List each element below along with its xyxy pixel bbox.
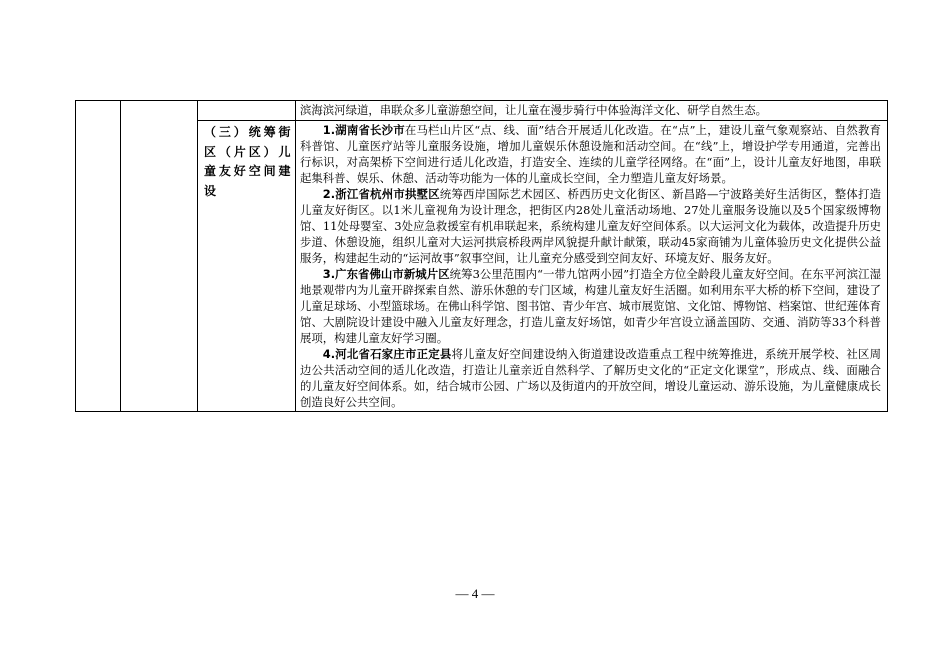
case-heading: 4.河北省石家庄市正定县 (322, 347, 452, 361)
table-cell-empty (76, 101, 121, 412)
page-number: — 4 — (455, 586, 495, 601)
case-text: 统筹3公里范围内“一带九馆两小园”打造全方位全龄段儿童友好空间。在东平河滨江湿地景观带内为儿童开辟探索自然、游乐休憩的专门区域，构建儿童友好生活圈。如利用东平大桥的桥下空间，建设了儿童足球场、小型篮球场。在佛山科学馆、图书馆、青少年宫、城市展览馆、文化馆、博物馆、档案馆、世纪莲体育馆、大剧院设计建设中融入儿童友好理念，打造儿童友好场馆，如青少年宫设立涵盖国防、交通、消防等33个科普展项，构建儿童友好学习圈。 (300, 267, 881, 345)
table-cell-empty (121, 101, 198, 412)
case-heading: 2.浙江省杭州市拱墅区 (322, 187, 440, 201)
case-heading: 1.湖南省长沙市 (322, 123, 405, 137)
cases-cell (296, 121, 888, 412)
case-text: 将儿童友好空间建设纳入街道建设改造重点工程中统筹推进，系统开展学校、社区周边公共活动空间的适儿化改造，打造让儿童亲近自然科学、了解历史文化的“正定文化课堂”，形成点、线、面融合的儿童友好空间体系。如，结合城市公园、广场以及街道内的开放空间，增设儿童运动、游乐设施，为儿童健康成长创造良好公共空间。 (300, 347, 881, 409)
case-paragraph (300, 346, 881, 410)
table-cell-empty (198, 101, 296, 121)
case-paragraph (300, 266, 881, 346)
category-cell: （三）统筹街区（片区）儿童友好空间建设 (198, 121, 296, 412)
case-heading: 3.广东省佛山市新城片区 (322, 267, 450, 281)
case-paragraph (300, 186, 881, 266)
case-text: 统筹西岸国际艺术园区、桥西历史文化街区、新昌路—宁波路美好生活街区，整体打造儿童友好街区。以1米儿童视角为设计理念，把街区内28处儿童活动场地、27处儿童服务设施以及5个国家级博物馆、11处母婴室、3处应急救援室有机串联起来，系统构建儿童友好空间体系。以大运河文化为载体，改造提升历史步道、休憩设施，组织儿童对大运河拱宸桥段两岸风貌提升献计献策，联动45家商铺为儿童体验历史文化提供公益服务，构建起生动的“运河故事”叙事空间，让儿童充分感受到空间友好、环境友好、服务友好。 (300, 187, 881, 265)
table-row (76, 121, 888, 412)
table-row (76, 101, 888, 121)
case-text: 在马栏山片区“点、线、面”结合开展适儿化改造。在“点”上，建设儿童气象观察站、自然教育科普馆、儿童医疗站等儿童服务设施，增加儿童娱乐休憩设施和活动空间。在“线”上，增设护学专用通道，完善出行标识，对高架桥下空间进行适儿化改造，打造安全、连续的儿童学径网络。在“面”上，设计儿童友好地图，串联起集科普、娱乐、休憩、活动等功能为一体的儿童成长空间，全力塑造儿童友好场景。 (300, 123, 881, 185)
case-paragraph (300, 122, 881, 186)
policy-table (75, 100, 888, 412)
continuation-text: 滨海滨河绿道，串联众多儿童游憩空间，让儿童在漫步骑行中体验海洋文化、研学自然生态。 (296, 101, 888, 121)
